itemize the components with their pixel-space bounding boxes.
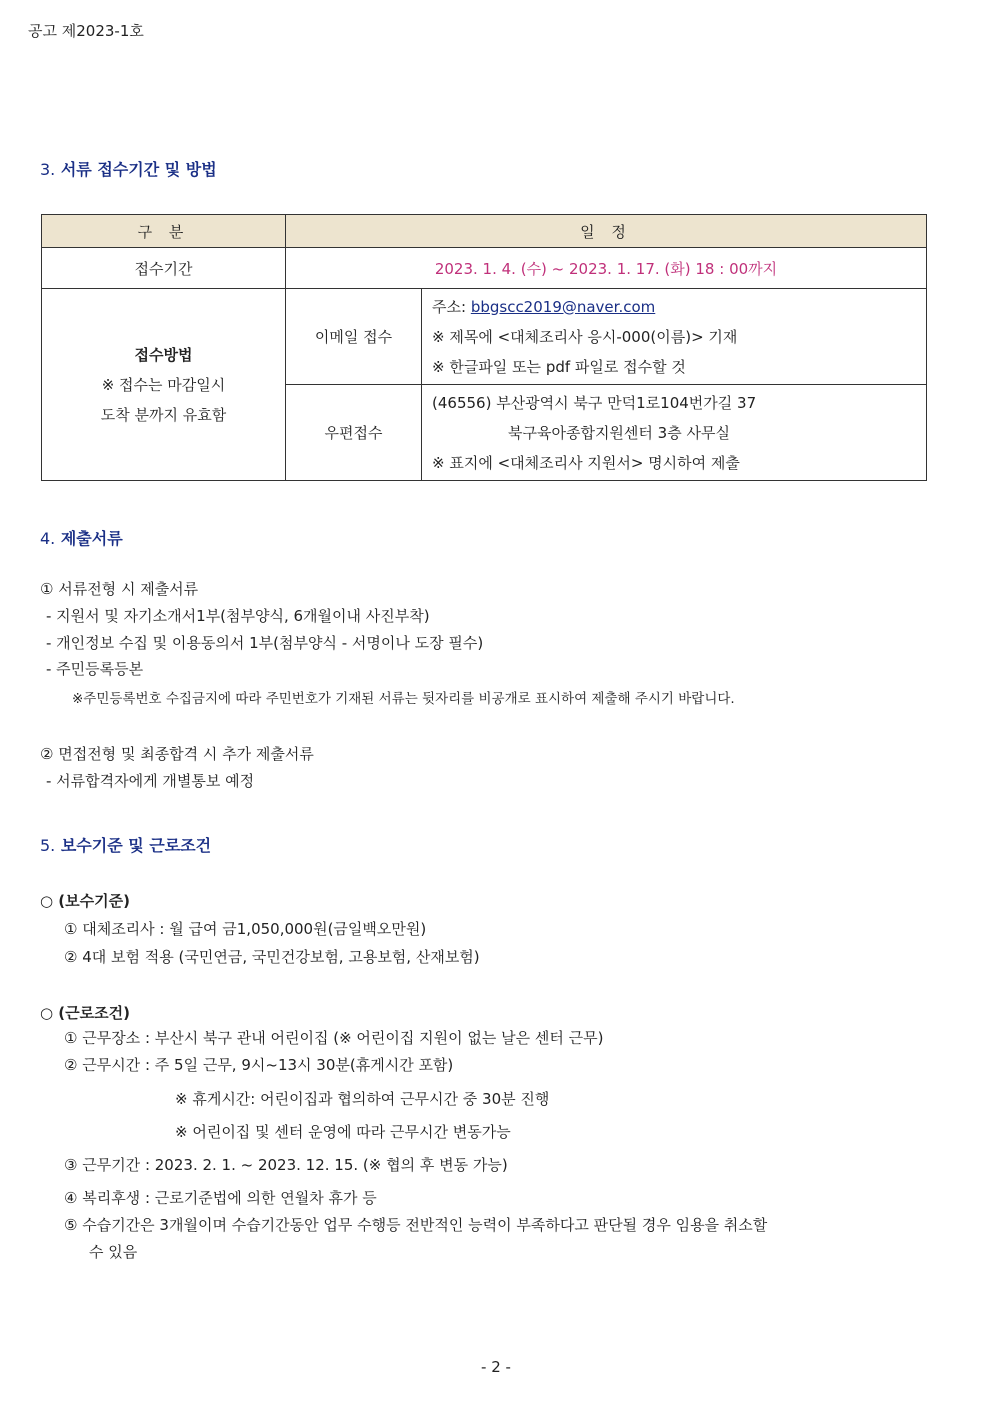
work-title: ○ (근로조건): [40, 1004, 130, 1022]
section-3-number: 3.: [40, 160, 56, 179]
section-3-title-text: 서류 접수기간 및 방법: [60, 160, 217, 179]
email-address-prefix: 주소:: [432, 297, 471, 316]
work-item-period: ③ 근무기간 : 2023. 2. 1. ~ 2023. 12. 15. (※ 협의 후 변동 가능): [64, 1156, 508, 1174]
post-label: 우편접수: [286, 385, 422, 481]
method-label: 접수방법: [134, 345, 193, 364]
post-cover-note: ※ 표지에 <대체조리사 지원서> 명시하여 제출: [432, 453, 740, 472]
pay-item-2: ② 4대 보험 적용 (국민연금, 국민건강보험, 고용보험, 산재보험): [64, 948, 480, 966]
email-address-line: [432, 292, 926, 322]
work-item-welfare: ④ 복리후생 : 근로기준법에 의한 연월차 휴가 등: [64, 1189, 377, 1207]
work-item-probation: ⑤ 수습기간은 3개월이며 수습기간동안 업무 수행등 전반적인 능력이 부족하다고 판단될 경우 임용을 취소할: [64, 1216, 768, 1234]
period-value: 2023. 1. 4. (수) ~ 2023. 1. 17. (화) 18 : 00까지: [286, 248, 927, 289]
section-3-title: [40, 157, 217, 180]
work-item-hours: ② 근무시간 : 주 5일 근무, 9시~13시 30분(휴게시간 포함): [64, 1056, 454, 1074]
work-item-probation-cont: 수 있음: [89, 1243, 138, 1261]
doc-item-3: - 주민등록등본: [46, 660, 144, 678]
notice-number: 공고 제2023-1호: [28, 22, 144, 40]
section-4-number: 4.: [40, 529, 56, 548]
method-note-2: 도착 분까지 유효함: [100, 405, 227, 424]
post-details: [422, 385, 927, 481]
work-item-location: ① 근무장소 : 부산시 북구 관내 어린이집 (※ 어린이집 지원이 없는 날은 센터 근무): [64, 1029, 604, 1047]
pay-title: ○ (보수기준): [40, 892, 130, 910]
work-hours-note-2: ※ 어린이집 및 센터 운영에 따라 근무시간 변동가능: [175, 1123, 511, 1141]
section-5-number: 5.: [40, 836, 56, 855]
email-subject-note: ※ 제목에 <대체조리사 응시-000(이름)> 기재: [432, 327, 738, 346]
work-hours-note-1: ※ 휴게시간: 어린이집과 협의하여 근무시간 중 30분 진행: [175, 1090, 550, 1108]
period-label: 접수기간: [42, 248, 286, 289]
email-format-note: ※ 한글파일 또는 pdf 파일로 접수할 것: [432, 357, 686, 376]
email-label: 이메일 접수: [286, 289, 422, 385]
interview-docs-title: ② 면접전형 및 최종합격 시 추가 제출서류: [40, 745, 314, 763]
method-cell: [42, 289, 286, 481]
section-4-title-text: 제출서류: [60, 529, 123, 548]
post-office: 북구육아종합지원센터 3층 사무실: [508, 423, 730, 442]
pay-item-1: ① 대체조리사 : 월 급여 금1,050,000원(금일백오만원): [64, 920, 427, 938]
doc-item-1: - 지원서 및 자기소개서1부(첨부양식, 6개월이내 사진부착): [46, 607, 430, 625]
email-details: [422, 289, 927, 385]
section-5-title-text: 보수기준 및 근로조건: [60, 836, 212, 855]
header-schedule: 일 정: [286, 215, 927, 248]
doc-screening-title: ① 서류전형 시 제출서류: [40, 580, 199, 598]
schedule-table: [41, 214, 927, 481]
section-5-title: [40, 833, 211, 856]
email-address-link[interactable]: bbgscc2019@naver.com: [470, 297, 656, 316]
doc-item-2: - 개인정보 수집 및 이용동의서 1부(첨부양식 - 서명이나 도장 필수): [46, 634, 484, 652]
page-number: - 2 -: [481, 1358, 511, 1376]
post-address: (46556) 부산광역시 북구 만덕1로104번가길 37: [432, 393, 757, 412]
interview-docs-item: - 서류합격자에게 개별통보 예정: [46, 772, 255, 790]
section-4-title: [40, 526, 123, 549]
header-category: 구 분: [42, 215, 286, 248]
method-note-1: ※ 접수는 마감일시: [101, 375, 226, 394]
resident-number-note: ※주민등록번호 수집금지에 따라 주민번호가 기재된 서류는 뒷자리를 비공개로 표시하여 제출해 주시기 바랍니다.: [72, 691, 735, 707]
